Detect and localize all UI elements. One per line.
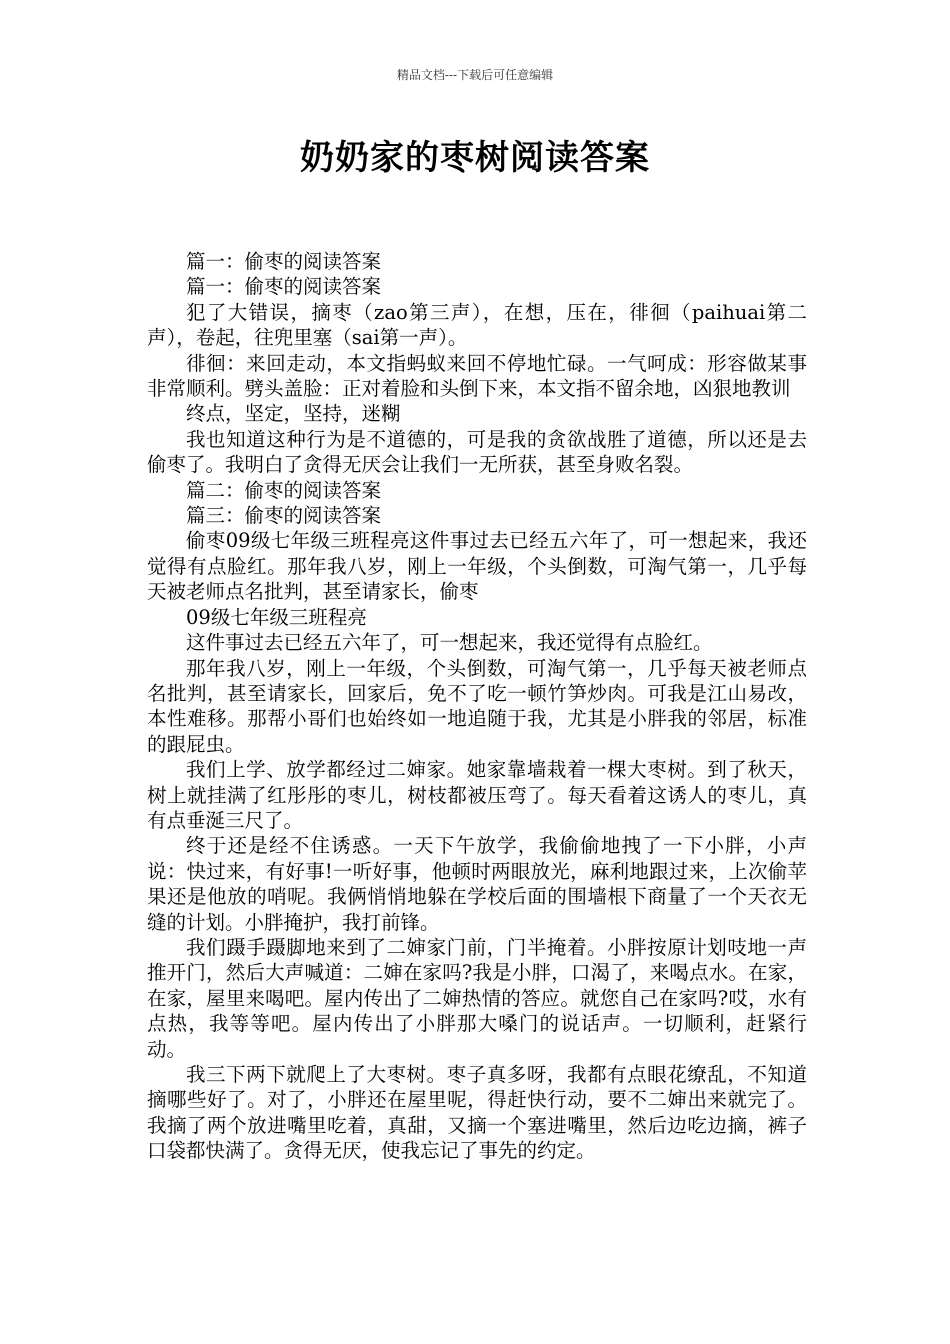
paragraph: 这件事过去已经五六年了，可一想起来，我还觉得有点脸红。 bbox=[186, 631, 713, 655]
paragraph: 09级七年级三班程亮 bbox=[186, 605, 367, 629]
paragraph: 篇三：偷枣的阅读答案 bbox=[186, 504, 382, 528]
header-note: 精品文档---下载后可任意编辑 bbox=[396, 68, 554, 82]
paragraph: 篇二：偷枣的阅读答案 bbox=[186, 478, 382, 502]
paragraph: 篇一：偷枣的阅读答案 bbox=[186, 275, 382, 299]
paragraph: 我们上学、放学都经过二婶家。她家靠墙栽着一棵大枣树。到了秋天，树上就挂满了红彤彤的枣儿，树枝都被压弯了。每天看着这诱人的枣儿，真有点垂涎三尺了。 bbox=[147, 758, 807, 832]
document-title: 奶奶家的枣树阅读答案 bbox=[300, 138, 650, 178]
paragraph: 我们蹑手蹑脚地来到了二婶家门前，门半掩着。小胖按原计划吱地一声推开门，然后大声喊道：二婶在家吗?我是小胖，口渴了，来喝点水。在家，在家，屋里来喝吧。屋内传出了二婶热情的答应。就您自己在家吗?哎，水有点热，我等等吧。屋内传出了小胖那大嗓门的说话声。一切顺利，赶紧行动。 bbox=[147, 935, 807, 1061]
paragraph: 终点，坚定，坚持，迷糊 bbox=[186, 402, 401, 426]
paragraph: 徘徊：来回走动，本文指蚂蚁来回不停地忙碌。一气呵成：形容做某事非常顺利。劈头盖脸：正对着脸和头倒下来，本文指不留余地，凶狠地教训 bbox=[147, 351, 807, 401]
paragraph: 犯了大错误，摘枣（zao第三声），在想，压在，徘徊（paihuai第二声），卷起，往兜里塞（sai第一声）。 bbox=[147, 300, 807, 350]
paragraph: 那年我八岁，刚上一年级，个头倒数，可淘气第一，几乎每天被老师点名批判，甚至请家长，回家后，免不了吃一顿竹笋炒肉。可我是江山易改，本性难移。那帮小哥们也始终如一地追随于我，尤其是小胖我的邻居，标准的跟屁虫。 bbox=[147, 656, 807, 756]
paragraph: 篇一：偷枣的阅读答案 bbox=[186, 250, 382, 273]
paragraph: 偷枣09级七年级三班程亮这件事过去已经五六年了，可一想起来，我还觉得有点脸红。那年我八岁，刚上一年级，个头倒数，可淘气第一，几乎每天被老师点名批判，甚至请家长，偷枣 bbox=[147, 529, 807, 604]
paragraph: 终于还是经不住诱惑。一天下午放学，我偷偷地拽了一下小胖，小声说：快过来，有好事!一听好事，他顿时两眼放光，麻利地跟过来，上次偷苹果还是他放的哨呢。我俩悄悄地躲在学校后面的围墙根下商量了一个天衣无缝的计划。小胖掩护，我打前锋。 bbox=[147, 834, 807, 934]
paragraph: 我也知道这种行为是不道德的，可是我的贪欲战胜了道德，所以还是去偷枣了。我明白了贪得无厌会让我们一无所获，甚至身败名裂。 bbox=[147, 427, 807, 477]
paragraph: 我三下两下就爬上了大枣树。枣子真多呀，我都有点眼花缭乱，不知道摘哪些好了。对了，小胖还在屋里呢，得赶快行动，要不二婶出来就完了。我摘了两个放进嘴里吃着，真甜，又摘一个塞进嘴里，然后边吃边摘，裤子口袋都快满了。贪得无厌，使我忘记了事先的约定。 bbox=[147, 1063, 807, 1163]
document-body bbox=[147, 249, 807, 1164]
